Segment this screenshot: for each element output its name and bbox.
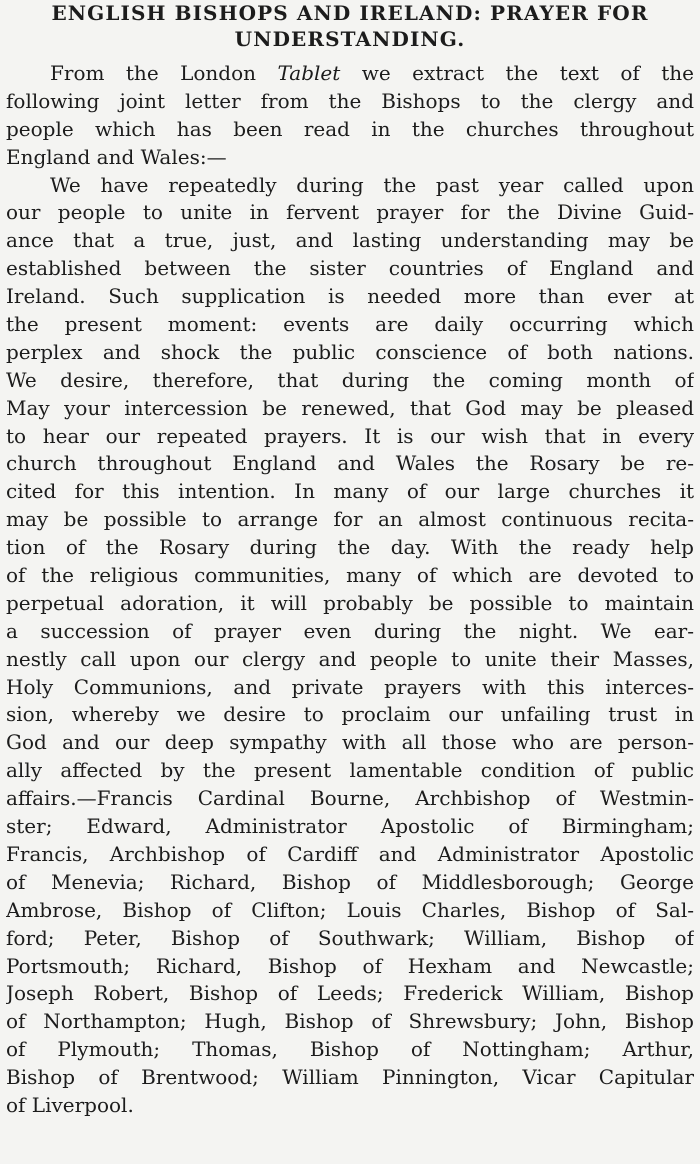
text-line: tion of the Rosary during the day. With the ready help <box>6 535 694 560</box>
text-line: Ambrose, Bishop of Clifton; Louis Charles, Bishop of Sal- <box>6 897 694 922</box>
text-line: Portsmouth; Richard, Bishop of Hexham and Newcastle; <box>6 953 694 978</box>
text-line: nestly call upon our clergy and people to unite their Masses, <box>6 646 694 671</box>
text-line: of Plymouth; Thomas, Bishop of Nottingham; Arthur, <box>6 1037 694 1062</box>
text-line: ance that a true, just, and lasting understanding may be <box>6 228 694 253</box>
text-line: cited for this intention. In many of our large churches it <box>6 479 694 504</box>
text-line: perplex and shock the public conscience of both nations. <box>6 339 694 364</box>
text-line: a succession of prayer even during the night. We ear- <box>6 618 694 643</box>
publication-title: Tablet <box>277 61 341 85</box>
text-line: may be possible to arrange for an almost continuous recita- <box>6 507 694 532</box>
text-line: From the London Tablet we extract the text of the <box>50 61 694 85</box>
text-line: perpetual adoration, it will probably be possible to maintain <box>6 590 694 615</box>
text-line: May your intercession be renewed, that God may be pleased <box>6 395 694 420</box>
text-line: church throughout England and Wales the Rosary be re- <box>6 451 694 476</box>
text-line: following joint letter from the Bishops to the clergy and <box>6 88 694 113</box>
text-line: of the religious communities, many of which are devoted to <box>6 563 694 588</box>
text-line: Holy Communions, and private prayers with this interces- <box>6 674 694 699</box>
text-line: of Liverpool. <box>6 1092 134 1117</box>
text-line: people which has been read in the churches throughout <box>6 116 694 141</box>
text-line: ford; Peter, Bishop of Southwark; William, Bishop of <box>6 925 694 950</box>
text-line: Francis, Archbishop of Cardiff and Administrator Apostolic <box>6 841 694 866</box>
text-line: ally affected by the present lamentable condition of public <box>6 758 694 783</box>
article-body <box>6 60 694 1120</box>
headline-line-2: UNDERSTANDING. <box>234 27 466 51</box>
text-line: of Northampton; Hugh, Bishop of Shrewsbury; John, Bishop <box>6 1009 694 1034</box>
text-line: the present moment: events are daily occurring which <box>6 312 694 337</box>
text-line: Ireland. Such supplication is needed more than ever at <box>6 284 694 309</box>
text-line: God and our deep sympathy with all those who are person- <box>6 730 694 755</box>
text-line: affairs.—Francis Cardinal Bourne, Archbishop of Westmin- <box>6 786 694 811</box>
text-line: our people to unite in fervent prayer for the Divine Guid- <box>6 200 694 225</box>
text-line: sion, whereby we desire to proclaim our unfailing trust in <box>6 702 694 727</box>
text-line: We have repeatedly during the past year called upon <box>50 172 694 197</box>
text-line: England and Wales:— <box>6 144 227 169</box>
text-line: to hear our repeated prayers. It is our wish that in every <box>6 423 694 448</box>
text-line: ster; Edward, Administrator Apostolic of Birmingham; <box>6 814 694 839</box>
text-line: of Menevia; Richard, Bishop of Middlesborough; George <box>6 869 694 894</box>
text-line: We desire, therefore, that during the coming month of <box>6 367 694 392</box>
article-headline <box>6 0 694 52</box>
text-line: established between the sister countries of England and <box>6 256 694 281</box>
text-line: Bishop of Brentwood; William Pinnington, Vicar Capitular <box>6 1065 694 1090</box>
text-line: Joseph Robert, Bishop of Leeds; Frederick William, Bishop <box>6 981 694 1006</box>
headline-line-1: ENGLISH BISHOPS AND IRELAND: PRAYER FOR <box>51 1 649 25</box>
